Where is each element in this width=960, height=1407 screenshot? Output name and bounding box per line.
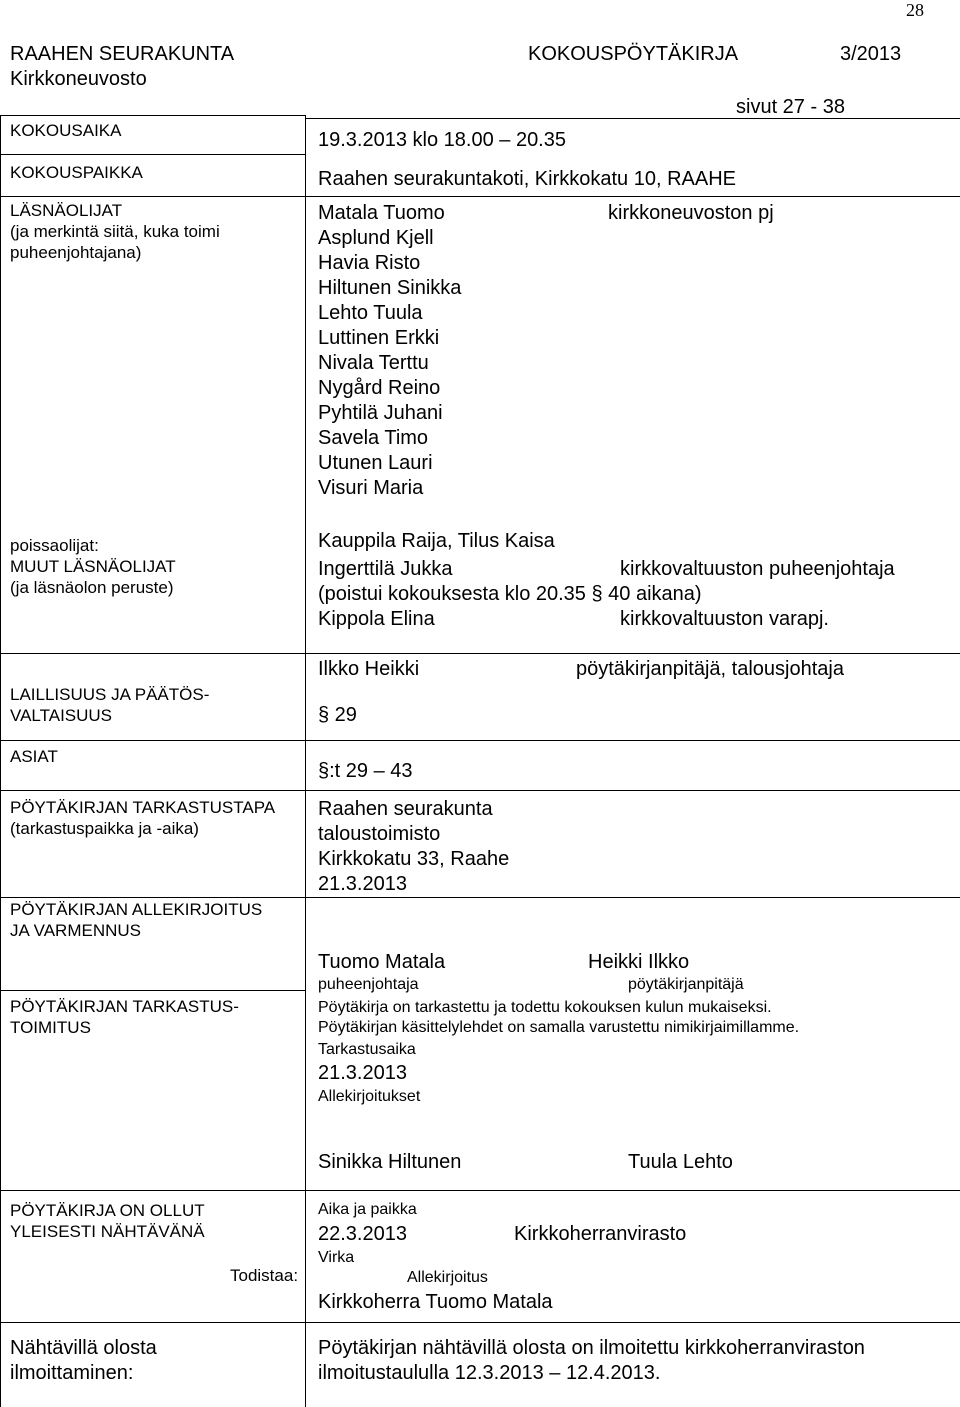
label-tarkastustapa-line: PÖYTÄKIRJAN TARKASTUSTAPA [10,798,276,817]
other-3-role: pöytäkirjanpitäjä, talousjohtaja [576,658,844,680]
rule-top [0,115,305,116]
label-laillisuus [10,684,209,726]
rule-top-right [305,118,960,119]
rule-after-time [0,154,305,155]
label-kokousaika: KOKOUSAIKA [10,121,122,140]
verification-signer-2: Tuula Lehto [628,1151,733,1173]
inspection-line: taloustoimisto [318,823,441,845]
label-lasnaolijat-line: puheenjohtajana) [10,243,142,262]
label-tarkastustoimitus-line: PÖYTÄKIRJAN TARKASTUS- [10,997,239,1016]
signature-secretary-title: pöytäkirjanpitäjä [628,976,744,993]
label-ilmoittaminen-line: Nähtävillä olosta [10,1337,157,1359]
other-2-role: kirkkovaltuuston varapj. [620,608,829,630]
header-body: Kirkkoneuvosto [10,68,147,90]
present-member: Hiltunen Sinikka [318,277,462,299]
present-member: Asplund Kjell [318,227,434,249]
label-kokouspaikka: KOKOUSPAIKKA [10,163,143,182]
other-2-name: Kippola Elina [318,608,435,630]
public-office-label: Virka [318,1249,355,1266]
label-laillisuus-line: VALTAISUUS [10,706,113,725]
label-nahtavana-line: YLEISESTI NÄHTÄVÄNÄ [10,1222,205,1241]
label-lasnaolijat [10,200,220,263]
label-asiat: ASIAT [10,747,58,766]
meeting-place: Raahen seurakuntakoti, Kirkkokatu 10, RAAHE [318,168,736,190]
present-member: Utunen Lauri [318,452,433,474]
present-chair-name: Matala Tuomo [318,202,445,224]
notice-line-1: Pöytäkirjan nähtävillä olosta on ilmoitettu kirkkoherranviraston [318,1337,865,1359]
public-signer: Kirkkoherra Tuomo Matala [318,1291,553,1313]
label-lasnaolijat-line: LÄSNÄOLIJAT [10,201,123,220]
inspection-line: 21.3.2013 [318,873,407,895]
rule-after-verification [0,1190,960,1191]
header-doc-type: KOKOUSPÖYTÄKIRJA [528,43,739,65]
label-nahtavana [10,1200,205,1242]
label-tarkastustoimitus [10,996,239,1038]
absent-list: Kauppila Raija, Tilus Kaisa [318,530,555,552]
verification-signer-1: Sinikka Hiltunen [318,1151,462,1173]
label-tarkastustapa-line: (tarkastuspaikka ja -aika) [10,819,199,838]
signature-chair-title: puheenjohtaja [318,976,419,993]
other-1-note: (poistui kokouksesta klo 20.35 § 40 aikana) [318,583,702,605]
label-poissaolijat-line: poissaolijat: [10,536,99,555]
verification-statement-1: Pöytäkirja on tarkastettu ja todettu kokouksen kulun mukaiseksi. [318,999,772,1016]
rule-after-others [0,653,960,654]
label-allekirjoitus-line: JA VARMENNUS [10,921,141,940]
present-member: Luttinen Erkki [318,327,440,349]
label-lasnaolijat-line: (ja merkintä siitä, kuka toimi [10,222,220,241]
present-chair-role: kirkkoneuvoston pj [608,202,774,224]
page-number: 28 [906,0,924,20]
public-signature-label: Allekirjoitus [407,1269,488,1286]
verification-statement-2: Pöytäkirjan käsittelylehdet on samalla varustettu nimikirjaimillamme. [318,1019,800,1036]
label-poissaolijat [10,535,176,598]
label-poissaolijat-line: MUUT LÄSNÄOLIJAT [10,557,176,576]
present-members [318,226,461,501]
present-member: Havia Risto [318,252,421,274]
rule-left [0,115,1,1407]
public-place: Kirkkoherranvirasto [514,1223,687,1245]
verification-time-label: Tarkastusaika [318,1041,416,1058]
present-member: Savela Timo [318,427,429,449]
inspection-line: Raahen seurakunta [318,798,493,820]
public-place-label: Aika ja paikka [318,1201,417,1218]
present-member: Pyhtilä Juhani [318,402,443,424]
header-organization: RAAHEN SEURAKUNTA [10,43,235,65]
rule-after-place [0,196,960,197]
verification-time-value: 21.3.2013 [318,1062,407,1084]
label-todistaa: Todistaa: [230,1266,299,1285]
legality-section: § 29 [318,704,357,726]
rule-after-inspection [0,897,960,898]
other-1-name: Ingerttilä Jukka [318,558,453,580]
rule-middle [305,115,306,1407]
label-tarkastustoimitus-line: TOIMITUS [10,1018,91,1037]
label-laillisuus-line: LAILLISUUS JA PÄÄTÖS- [10,685,210,704]
rule-after-signing [0,990,305,991]
header-doc-number: 3/2013 [840,43,902,65]
notice-line-2: ilmoitustaululla 12.3.2013 – 12.4.2013. [318,1362,661,1384]
inspection-place [318,797,509,897]
meeting-time: 19.3.2013 klo 18.00 – 20.35 [318,129,566,151]
rule-after-public [0,1322,960,1323]
rule-after-items [0,790,960,791]
label-nahtavana-line: PÖYTÄKIRJA ON OLLUT [10,1201,205,1220]
label-tarkastustapa [10,797,275,839]
signature-chair-name: Tuomo Matala [318,951,446,973]
header-pages: sivut 27 - 38 [736,96,845,118]
other-3-name: Ilkko Heikki [318,658,420,680]
label-allekirjoitus-line: PÖYTÄKIRJAN ALLEKIRJOITUS [10,900,263,919]
label-ilmoittaminen-line: ilmoittaminen: [10,1362,134,1384]
rule-after-legality [0,740,960,741]
label-ilmoittaminen [10,1336,157,1386]
public-date: 22.3.2013 [318,1223,407,1245]
items-sections: §:t 29 – 43 [318,760,413,782]
present-member: Nivala Terttu [318,352,429,374]
present-member: Lehto Tuula [318,302,423,324]
present-member: Visuri Maria [318,477,424,499]
present-member: Nygård Reino [318,377,441,399]
verification-signatures-label: Allekirjoitukset [318,1088,421,1105]
label-poissaolijat-line: (ja läsnäolon peruste) [10,578,174,597]
other-1-role: kirkkovaltuuston puheenjohtaja [620,558,895,580]
label-allekirjoitus [10,899,262,941]
inspection-line: Kirkkokatu 33, Raahe [318,848,510,870]
signature-secretary-name: Heikki Ilkko [588,951,690,973]
